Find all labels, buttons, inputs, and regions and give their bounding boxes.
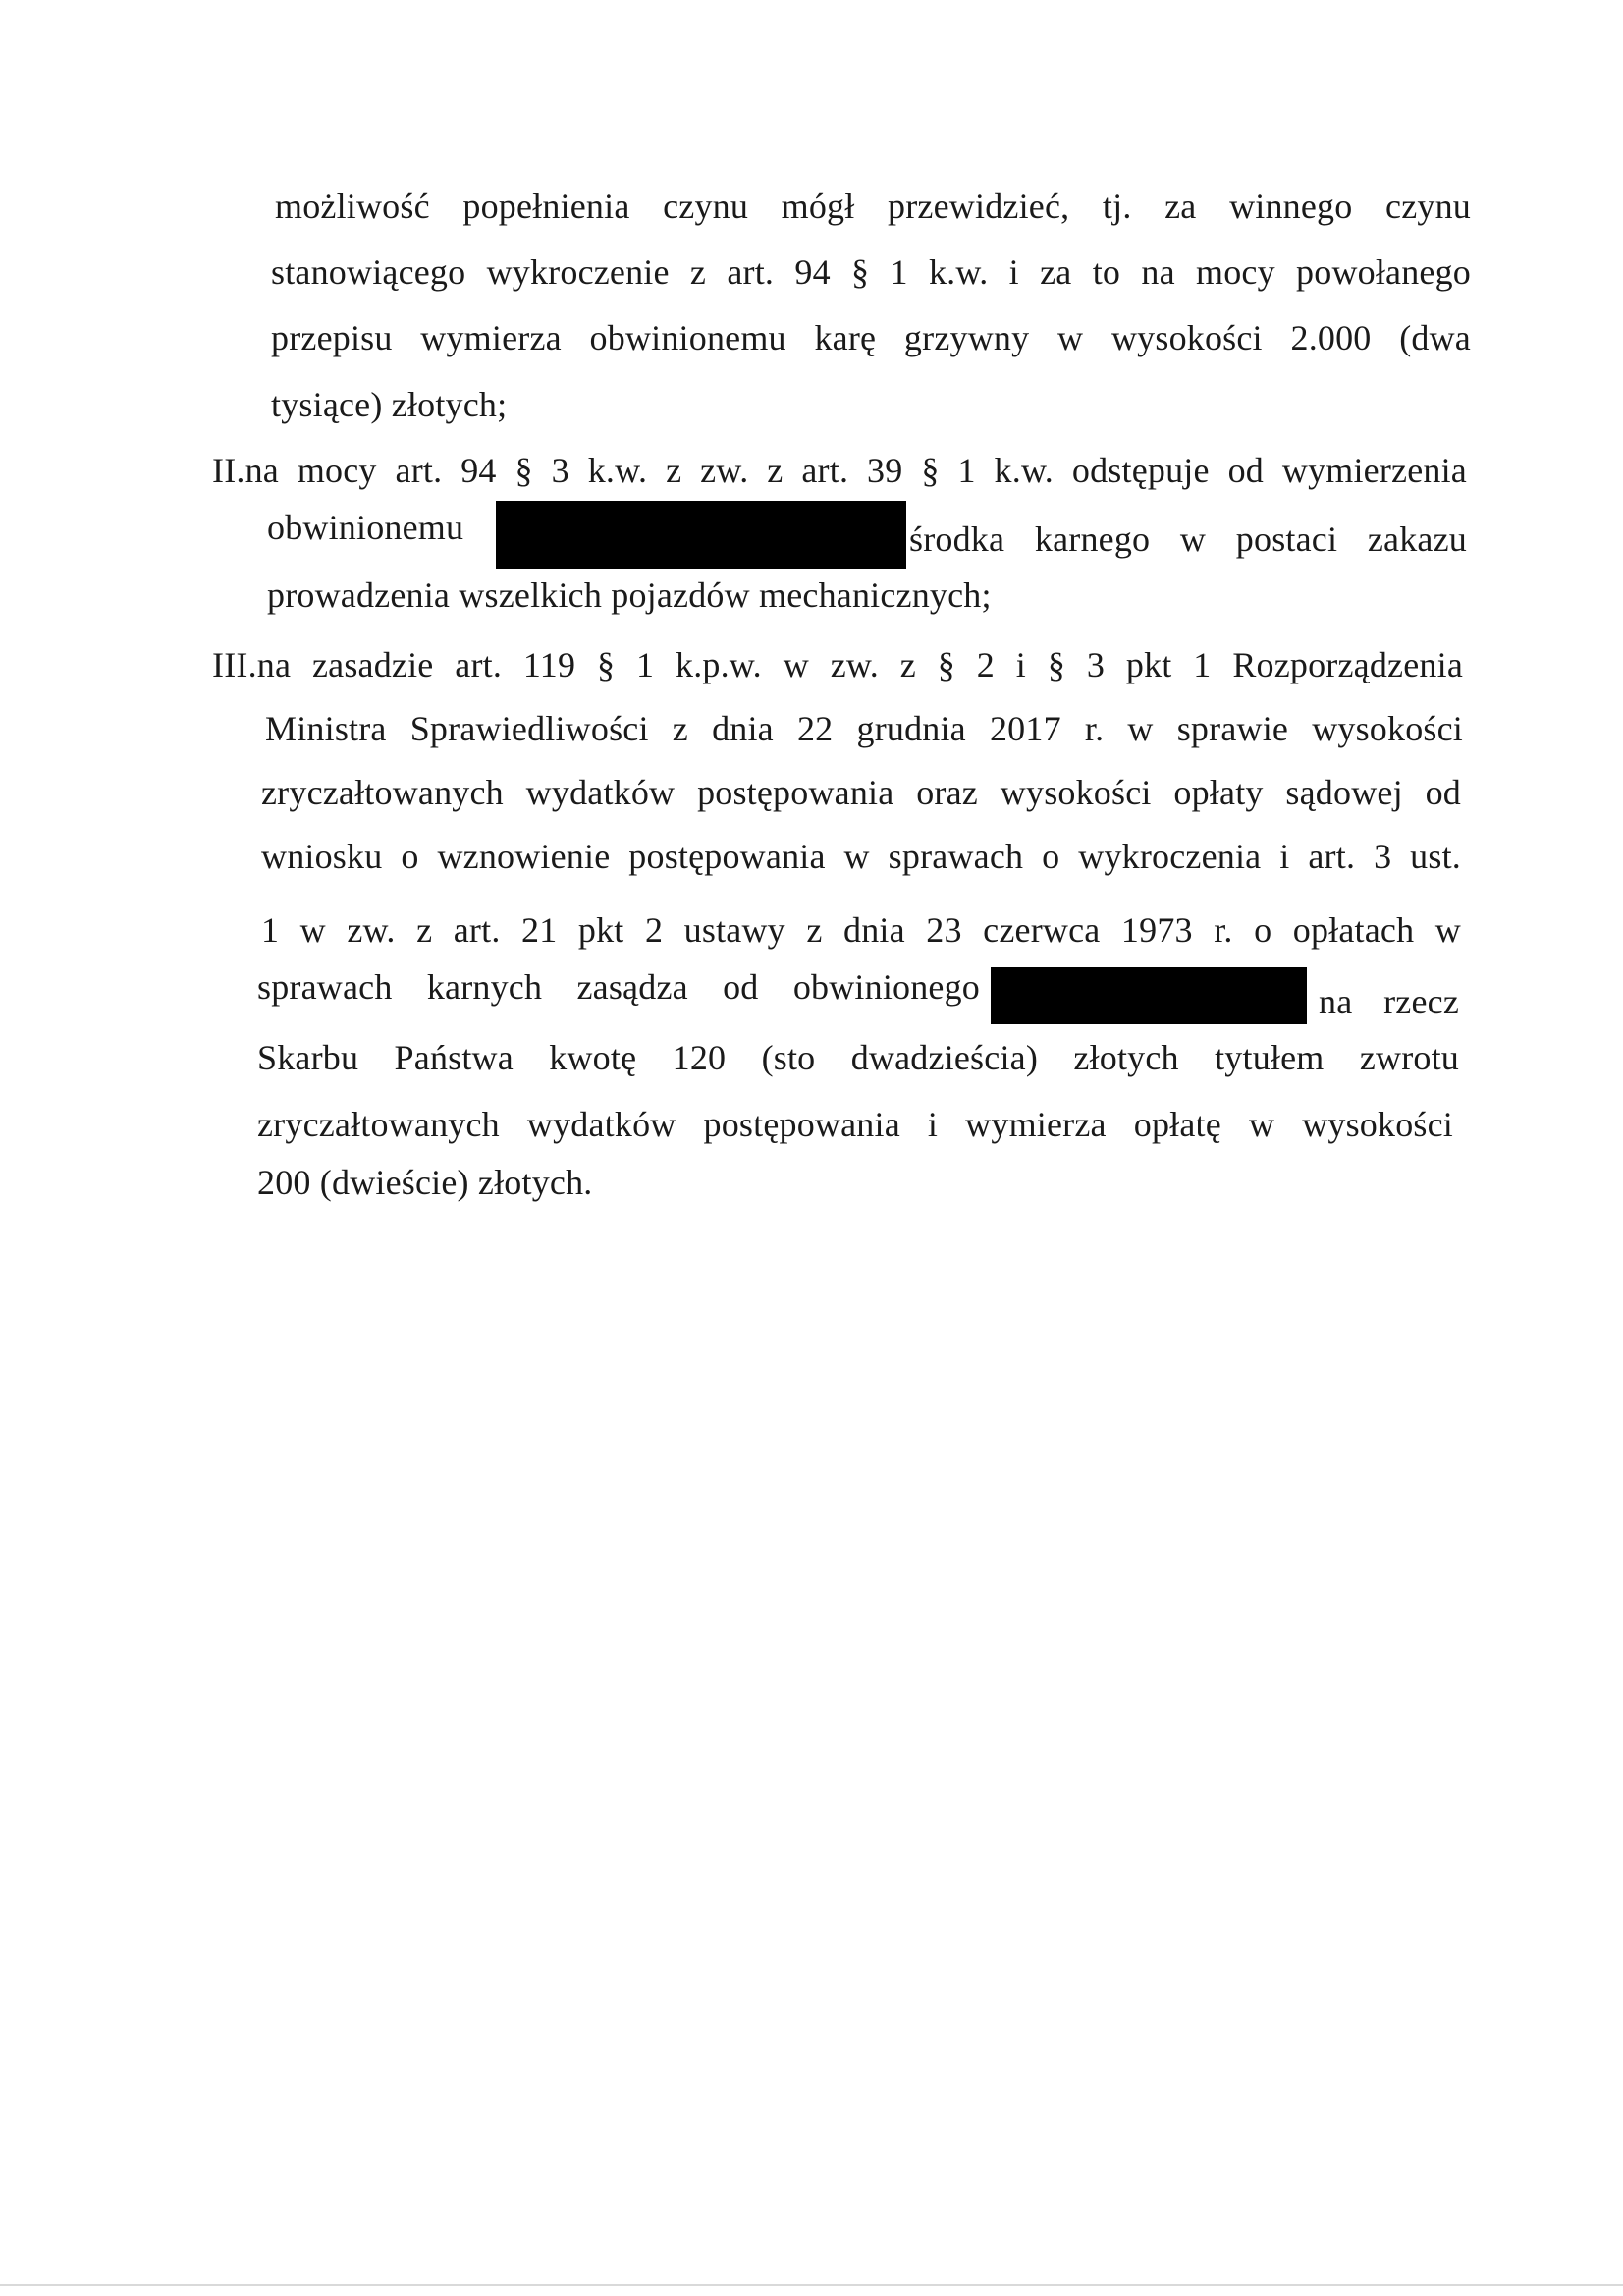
paragraph-line: środka karnego w postaci zakazu (909, 519, 1467, 559)
paragraph-line: wniosku o wznowienie postępowania w sprawach o wykroczenia i art. 3 ust. (261, 837, 1461, 876)
paragraph-line: na rzecz (1319, 982, 1459, 1021)
paragraph-line: Skarbu Państwa kwotę 120 (sto dwadzieścia) złotych tytułem zwrotu (257, 1038, 1459, 1077)
paragraph-line: możliwość popełnienia czynu mógł przewidzieć, tj. za winnego czynu (275, 187, 1471, 226)
paragraph-line: II.na mocy art. 94 § 3 k.w. z zw. z art. 39 § 1 k.w. odstępuje od wymierzenia (212, 451, 1467, 490)
paragraph-line: 1 w zw. z art. 21 pkt 2 ustawy z dnia 23 czerwca 1973 r. o opłatach w (261, 910, 1461, 950)
paragraph-line: sprawach karnych zasądza od obwinionego (257, 967, 980, 1007)
paragraph-line: przepisu wymierza obwinionemu karę grzywny w wysokości 2.000 (dwa (271, 318, 1471, 357)
paragraph-line: III.na zasadzie art. 119 § 1 k.p.w. w zw. z § 2 i § 3 pkt 1 Rozporządzenia (212, 645, 1463, 684)
paragraph-line: zryczałtowanych wydatków postępowania i wymierza opłatę w wysokości (257, 1105, 1453, 1144)
paragraph-line: tysiące) złotych; (271, 385, 508, 424)
scan-edge (0, 2284, 1623, 2286)
paragraph-line: 200 (dwieście) złotych. (257, 1163, 593, 1202)
paragraph-line: prowadzenia wszelkich pojazdów mechanicznych; (267, 575, 992, 615)
paragraph-line: obwinionemu (267, 508, 464, 547)
redaction-bar (991, 967, 1307, 1024)
redaction-bar (496, 501, 906, 569)
paragraph-line: zryczałtowanych wydatków postępowania oraz wysokości opłaty sądowej od (261, 773, 1461, 812)
paragraph-line: stanowiącego wykroczenie z art. 94 § 1 k.w. i za to na mocy powołanego (271, 252, 1471, 292)
paragraph-line: Ministra Sprawiedliwości z dnia 22 grudnia 2017 r. w sprawie wysokości (265, 709, 1463, 748)
